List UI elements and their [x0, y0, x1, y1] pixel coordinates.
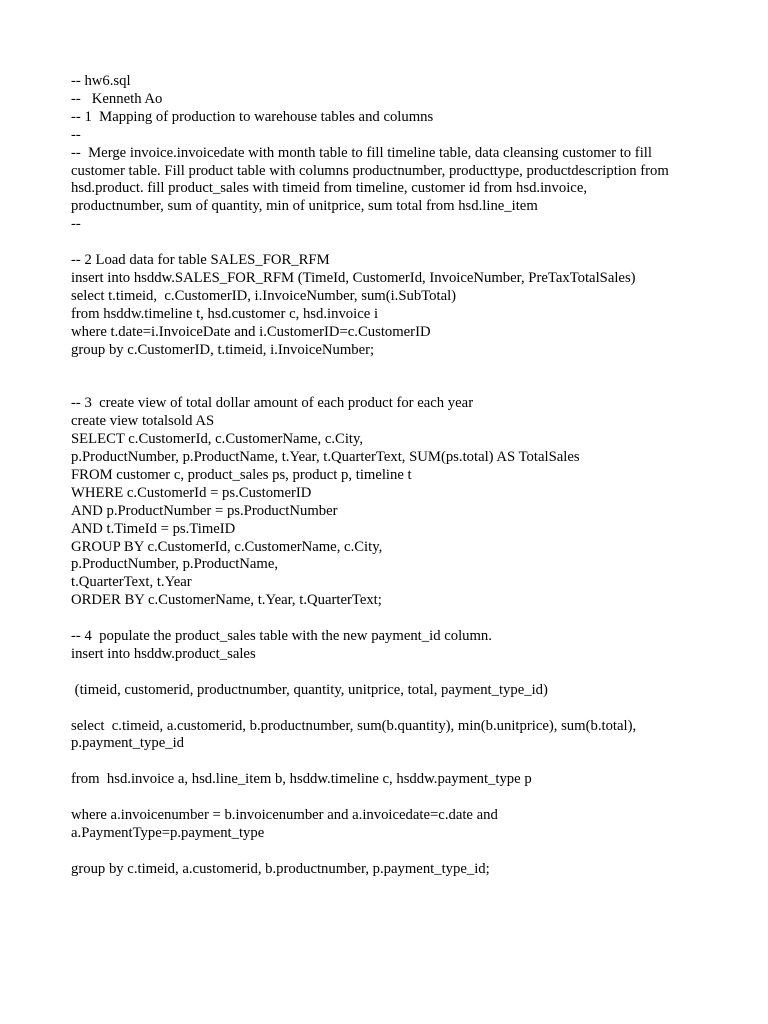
blank-line	[71, 843, 701, 861]
sql-line: where t.date=i.InvoiceDate and i.CustomerID=c.CustomerID	[71, 323, 431, 340]
sql-line: GROUP BY c.CustomerId, c.CustomerName, c.City,	[71, 538, 383, 555]
sql-line: ORDER BY c.CustomerName, t.Year, t.QuarterText;	[71, 592, 382, 609]
comment-description-line: -- Merge invoice.invoicedate with month table to fill timeline table, data cleansing customer to fill	[71, 144, 652, 161]
comment-separator: --	[71, 126, 81, 143]
blank-line	[71, 753, 701, 771]
sql-line: a.PaymentType=p.payment_type	[71, 824, 265, 841]
comment-description-line: productnumber, sum of quantity, min of unitprice, sum total from hsd.line_item	[71, 198, 538, 215]
blank-line	[71, 700, 701, 718]
sql-line: WHERE c.CustomerId = ps.CustomerID	[71, 484, 312, 501]
blank-line	[71, 359, 701, 377]
blank-line	[71, 789, 701, 807]
blank-line	[71, 664, 701, 682]
comment-filename: -- hw6.sql	[71, 73, 131, 89]
sql-line: from hsddw.timeline t, hsd.customer c, hsd.invoice i	[71, 305, 379, 322]
comment-separator: --	[71, 216, 81, 233]
sql-line: group by c.timeid, a.customerid, b.productnumber, p.payment_type_id;	[71, 860, 490, 877]
comment-section-4-heading: -- 4 populate the product_sales table with the new payment_id column.	[71, 628, 492, 645]
sql-line: p.ProductNumber, p.ProductName, t.Year, t.QuarterText, SUM(ps.total) AS TotalSales	[71, 448, 580, 465]
sql-line: t.QuarterText, t.Year	[71, 574, 192, 591]
sql-line: (timeid, customerid, productnumber, quantity, unitprice, total, payment_type_id)	[71, 681, 548, 698]
comment-author: -- Kenneth Ao	[71, 90, 163, 107]
blank-line	[71, 610, 701, 628]
sql-line: select t.timeid, c.CustomerID, i.InvoiceNumber, sum(i.SubTotal)	[71, 287, 457, 304]
sql-line: AND p.ProductNumber = ps.ProductNumber	[71, 502, 338, 519]
sql-line: select c.timeid, a.customerid, b.productnumber, sum(b.quantity), min(b.unitprice), sum(b.total),	[71, 717, 637, 734]
comment-section-2-heading: -- 2 Load data for table SALES_FOR_RFM	[71, 252, 330, 269]
sql-line: insert into hsddw.product_sales	[71, 645, 256, 662]
sql-line: FROM customer c, product_sales ps, product p, timeline t	[71, 466, 412, 483]
blank-line	[71, 234, 701, 252]
comment-description-line: hsd.product. fill product_sales with timeid from timeline, customer id from hsd.invoice,	[71, 180, 588, 197]
blank-line	[71, 377, 701, 395]
comment-description-line: customer table. Fill product table with columns productnumber, producttype, productdescription from	[71, 162, 669, 179]
sql-line: insert into hsddw.SALES_FOR_RFM (TimeId, CustomerId, InvoiceNumber, PreTaxTotalSales)	[71, 269, 636, 286]
comment-section-3-heading: -- 3 create view of total dollar amount of each product for each year	[71, 395, 474, 412]
sql-line: from hsd.invoice a, hsd.line_item b, hsddw.timeline c, hsddw.payment_type p	[71, 771, 532, 788]
sql-line: where a.invoicenumber = b.invoicenumber and a.invoicedate=c.date and	[71, 807, 498, 824]
sql-line: group by c.CustomerID, t.timeid, i.InvoiceNumber;	[71, 341, 375, 358]
sql-line: p.ProductNumber, p.ProductName,	[71, 556, 279, 573]
sql-line: p.payment_type_id	[71, 735, 184, 752]
comment-section-1-heading: -- 1 Mapping of production to warehouse tables and columns	[71, 108, 434, 125]
sql-line: SELECT c.CustomerId, c.CustomerName, c.City,	[71, 431, 364, 448]
sql-line: create view totalsold AS	[71, 413, 215, 430]
sql-line: AND t.TimeId = ps.TimeID	[71, 520, 236, 537]
document-body	[71, 73, 701, 879]
